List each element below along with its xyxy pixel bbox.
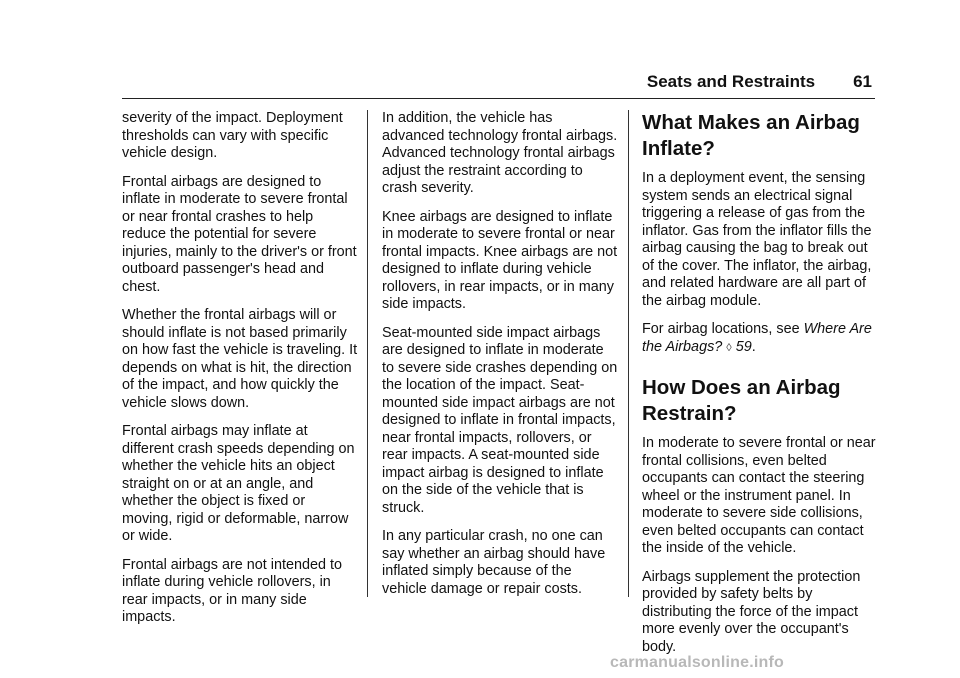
section-heading: How Does an Airbag Restrain? [642,376,841,425]
column-2 [382,110,618,609]
paragraph: Whether the frontal airbags will or should inflate is not based primarily on how fast the vehicle is traveling. It depends on what is hit, the direction of the impact, and how quickly the vehicle slows down. [122,307,358,411]
paragraph-with-reference [642,321,878,357]
header-rule [122,98,875,99]
page-reference-icon: ◊ [726,341,732,354]
reference-prefix: For airbag locations, see [642,321,804,337]
paragraph: In moderate to severe frontal or near frontal collisions, even belted occupants can contact the steering wheel or the instrument panel. In moderate to severe side collisions, even belted occupants can contact the inside of the vehicle. [642,435,876,556]
paragraph: Frontal airbags may inflate at different crash speeds depending on whether the vehicle hits an object straight on or at an angle, and whether the object is fixed or moving, rigid or deformable, narrow or wide. [122,423,355,544]
column-divider [367,110,368,597]
section-heading: What Makes an Airbag Inflate? [642,111,860,160]
page-number: 61 [853,72,872,91]
paragraph: In addition, the vehicle has advanced technology frontal airbags. Advanced technology frontal airbags adjust the restraint according to crash severity. [382,110,618,196]
page-header [122,70,872,94]
section-title: Seats and Restraints [646,72,816,91]
reference-page-number[interactable]: 59 [735,338,752,355]
paragraph: Seat-mounted side impact airbags are designed to inflate in moderate to severe side crashes depending on the location of the impact. Seat-mounted side impact airbags are not designed to inflate in frontal impacts, near frontal impacts, rollovers, or rear impacts. A seat-mounted side impact airbag is designed to inflate on the side of the vehicle that is struck. [382,324,618,516]
paragraph: severity of the impact. Deployment thresholds can vary with specific vehicle design. [122,110,343,161]
column-1 [122,110,358,638]
column-3 [642,110,878,667]
paragraph: In a deployment event, the sensing system sends an electrical signal triggering a release of gas from the inflator. Gas from the inflator fills the airbag causing the bag to break out of the cover. The inflator, the airbag, and related hardware are all part of the airbag module. [642,170,872,309]
paragraph: Frontal airbags are designed to inflate in moderate to severe frontal or near frontal crashes to help reduce the potential for severe injuries, mainly to the driver's or front outboard passenger's head and chest. [122,173,357,295]
paragraph: Frontal airbags are not intended to inflate during vehicle rollovers, in rear impacts, or in many side impacts. [122,556,342,625]
column-divider [628,110,629,597]
watermark: carmanualsonline.info [610,654,785,671]
paragraph: In any particular crash, no one can say whether an airbag should have inflated simply because of the vehicle damage or repair costs. [382,528,606,597]
paragraph: Airbags supplement the protection provided by safety belts by distributing the force of the impact more evenly over the occupant's body. [642,568,861,655]
paragraph: Knee airbags are designed to inflate in moderate to severe frontal or near frontal impacts. Knee airbags are not designed to inflate during vehicle rollovers, in rear impacts, or in many side impacts. [382,208,618,312]
reference-suffix: . [751,338,756,355]
cross-reference-link[interactable]: Where Are the Airbags? [642,321,872,355]
